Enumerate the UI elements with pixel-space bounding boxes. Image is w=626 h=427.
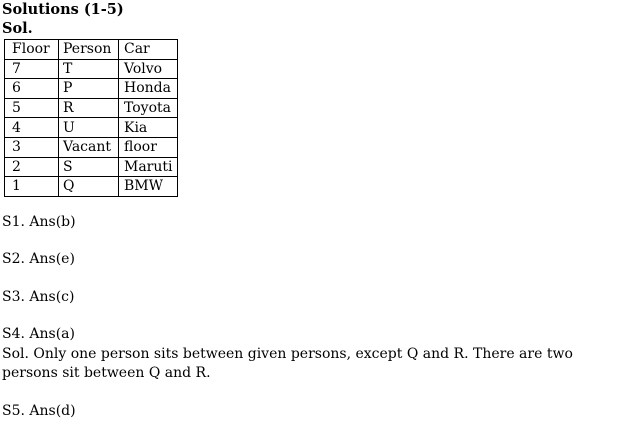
table-cell: S: [59, 157, 119, 177]
table-cell: Volvo: [119, 59, 178, 79]
table-cell: 2: [5, 157, 59, 177]
table-cell: P: [59, 79, 119, 99]
answer-s1: S1. Ans(b): [2, 213, 76, 230]
table-cell: Toyota: [119, 98, 178, 118]
table-row: [5, 177, 178, 197]
table-row: [5, 118, 178, 138]
sol-heading: Sol.: [2, 20, 33, 37]
spacer: [2, 384, 624, 402]
answer-s4: S4. Ans(a): [2, 326, 75, 343]
header-cell-car: Car: [119, 40, 178, 60]
table-cell: U: [59, 118, 119, 138]
answers-section: [2, 213, 624, 422]
table-cell: 5: [5, 98, 59, 118]
table-cell: R: [59, 98, 119, 118]
table-row: [5, 79, 178, 99]
table-row: [5, 98, 178, 118]
answer-s2: S2. Ans(e): [2, 251, 75, 268]
table-cell: floor: [119, 137, 178, 157]
table-cell: 4: [5, 118, 59, 138]
table-cell: Honda: [119, 79, 178, 99]
spacer: [2, 232, 624, 250]
table-cell: Vacant: [59, 137, 119, 157]
table-cell: BMW: [119, 177, 178, 197]
table-row: [5, 137, 178, 157]
table-cell: T: [59, 59, 119, 79]
table-cell: Kia: [119, 118, 178, 138]
table-header-row: [5, 40, 178, 60]
table-row: [5, 157, 178, 177]
table-cell: 3: [5, 137, 59, 157]
table-cell: Q: [59, 177, 119, 197]
solutions-heading: Solutions (1-5): [2, 1, 124, 18]
spacer: [2, 270, 624, 288]
table-cell: 1: [5, 177, 59, 197]
table-cell: 7: [5, 59, 59, 79]
solution-document: [2, 0, 624, 421]
table-row: [5, 59, 178, 79]
table-cell: Maruti: [119, 157, 178, 177]
header-cell-floor: Floor: [5, 40, 59, 60]
answer-s5: S5. Ans(d): [2, 402, 76, 419]
table-cell: 6: [5, 79, 59, 99]
header-cell-person: Person: [59, 40, 119, 60]
floor-person-car-table: [4, 39, 178, 197]
answer-s4-explanation: Sol. Only one person sits between given persons, except Q and R. There are two persons sit between Q and R.: [2, 345, 573, 382]
spacer: [2, 307, 624, 325]
answer-s3: S3. Ans(c): [2, 288, 75, 305]
